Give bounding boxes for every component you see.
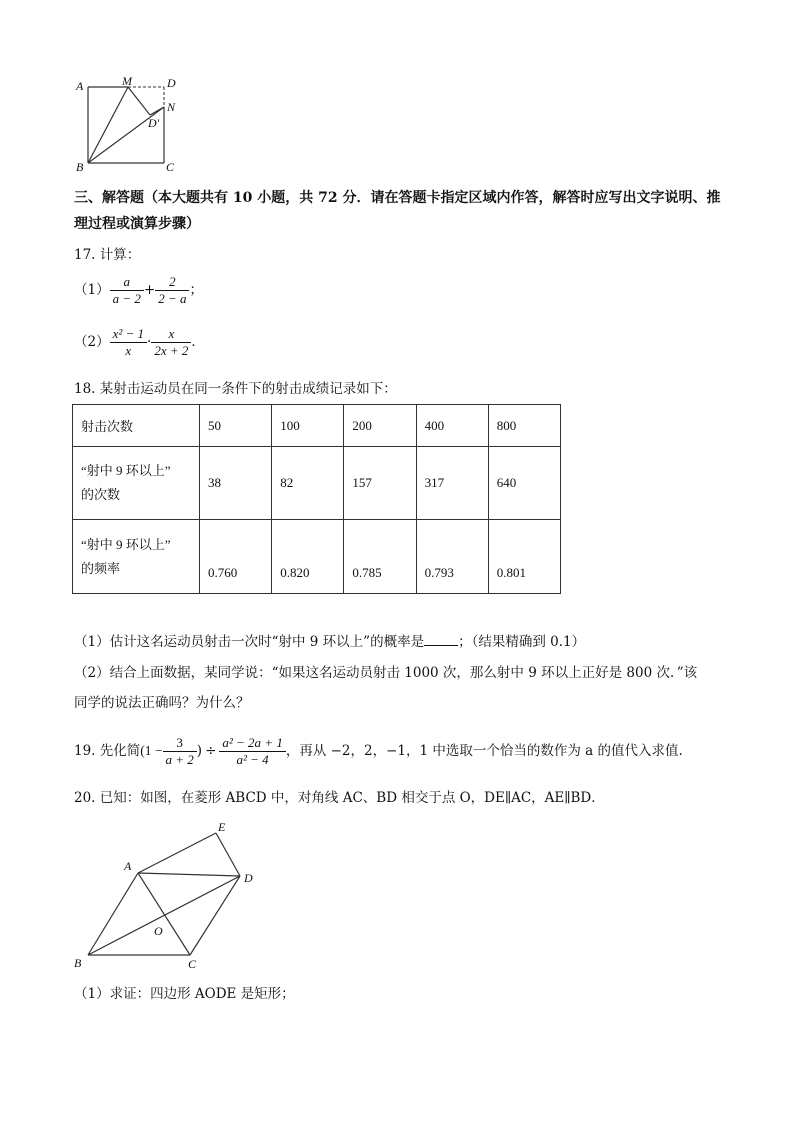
table-cell: 0.785 [344,520,416,594]
segment-ae [138,833,216,873]
segment-d-prime-n [150,107,164,115]
fraction-numerator: a [110,274,144,291]
table-cell: 0.801 [488,520,560,594]
diagonal-bd [88,876,240,955]
table-cell: 50 [200,405,272,447]
label-a: A [76,79,84,93]
section-3-heading: 三、解答题（本大题共有 10 小题，共 72 分．请在答题卡指定区域内作答，解答时应写出文字说明、推理过程或演算步骤） [74,190,721,232]
q18-part2-line1: （2）结合上面数据，某同学说：“如果这名运动员射击 1000 次，那么射中 9 环以上正好是 800 次．”该 [74,665,698,681]
q17-part2-fraction-1 [110,326,147,359]
punctuation: ． [191,334,205,350]
row-header-line: “射中 9 环以上” [81,536,171,552]
side-ad [138,873,240,876]
row-header [73,447,200,520]
table-cell: 157 [344,447,416,520]
fraction-numerator: x² − 1 [110,326,147,343]
q20-part1: （1）求证：四边形 AODE 是矩形； [74,986,295,1002]
row-header-line: 的次数 [81,487,121,502]
fraction-denominator: a² − 4 [236,751,269,767]
q19-line [74,730,683,772]
fraction-denominator: x [125,342,132,358]
table-cell: 0.760 [200,520,272,594]
table-cell: 82 [272,447,344,520]
segment-md-prime [128,87,150,115]
q17-part1 [74,270,203,310]
table-cell: 200 [344,405,416,447]
label-d: D [244,871,253,885]
answer-blank[interactable] [424,633,458,646]
q17-part1-fraction-1 [110,274,144,307]
q17-part2 [74,322,205,362]
operator-plus: + [143,282,156,298]
label-n: N [167,100,176,114]
fraction-denominator: a + 2 [165,751,194,767]
row-header-line: “射中 9 环以上” [81,463,171,478]
table-cell: 0.820 [272,520,344,594]
shooting-record-table [72,404,561,594]
q17-part1-label: （1） [74,282,110,298]
operator-dot: · [147,334,152,350]
label-o: O [154,924,163,938]
punctuation: ； [189,282,203,298]
q18-part2-line2: 同学的说法正确吗？为什么？ [74,695,250,711]
fraction-denominator: 2 − a [158,290,187,306]
label-b: B [76,160,84,174]
q18-part1-text: （1）估计这名运动员射击一次时“射中 9 环以上”的概率是 [74,634,425,650]
segment-de [216,833,240,876]
label-c: C [188,957,197,971]
segment-bm [88,87,128,163]
table-cell: 400 [416,405,488,447]
q19-fraction-1 [163,735,197,768]
q18-part1 [74,633,585,651]
label-d-prime: D' [148,116,160,130]
q18-part1-note: ；（结果精确到 0.1） [458,634,586,650]
side-ab [88,873,138,955]
row-header [73,520,200,594]
label-a: A [124,859,132,873]
row-header-line: 的频率 [81,560,121,576]
fraction-numerator: a² − 2a + 1 [219,735,285,752]
rhombus-figure [70,818,270,976]
fraction-numerator: 3 [163,735,197,752]
side-cd [190,876,240,955]
operator-divide: ÷ [205,743,217,759]
table-cell: 317 [416,447,488,520]
diagonal-ac [138,873,190,955]
q17-part2-fraction-2 [151,326,191,359]
fraction-denominator: 2x + 2 [154,342,189,358]
q20-statement: 20. 已知：如图，在菱形 ABCD 中，对角线 AC、BD 相交于点 O，DE∥AC，AE∥BD． [74,790,605,806]
table-cell: 640 [488,447,560,520]
q19-paren-open: (1 − [140,743,163,758]
table-row [73,520,561,594]
label-d: D [167,76,176,90]
q17-title: 17. 计算： [74,247,141,263]
label-m: M [122,75,132,88]
label-c: C [166,160,175,174]
fraction-numerator: 2 [155,274,189,291]
table-cell: 800 [488,405,560,447]
label-b: B [74,956,82,970]
table-cell: 100 [272,405,344,447]
fraction-denominator: a − 2 [112,290,141,306]
fold-figure [70,75,190,177]
table-row [73,447,561,520]
q19-tail: ，再从 −2，2，−1，1 中选取一个恰当的数作为 a 的值代入求值. [285,743,683,759]
table-cell: 0.793 [416,520,488,594]
table-row [73,405,561,447]
q17-part1-fraction-2 [155,274,189,307]
q18-title: 18. 某射击运动员在同一条件下的射击成绩记录如下： [74,381,397,397]
q17-part2-label: （2） [74,334,110,350]
row-header: 射击次数 [73,405,200,447]
q19-fraction-2 [219,735,285,768]
q19-lead: 19. 先化简 [74,743,141,759]
label-e: E [218,820,226,834]
q19-paren-close: ) [196,743,203,759]
table-cell: 38 [200,447,272,520]
fraction-numerator: x [151,326,191,343]
